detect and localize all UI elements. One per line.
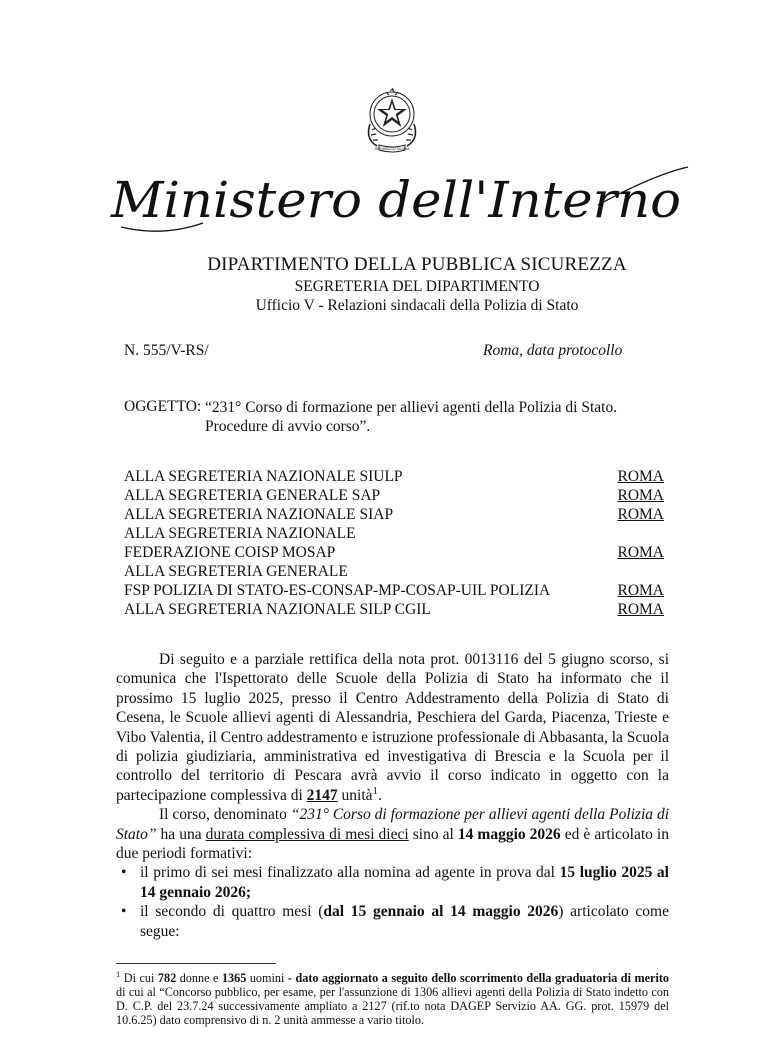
protocol-number: N. 555/V-RS/ xyxy=(124,342,209,359)
recipient-name: ALLA SEGRETERIA NAZIONALE xyxy=(124,525,356,542)
recipient-name: ALLA SEGRETERIA NAZIONALE SIULP xyxy=(124,468,403,485)
list-item xyxy=(116,902,669,941)
recipient-row xyxy=(124,486,664,505)
subject-label: OGGETTO: xyxy=(124,398,202,415)
recipients-list xyxy=(124,467,664,619)
course-end-date: 14 maggio 2026 xyxy=(457,825,561,843)
women-count: 782 xyxy=(157,971,177,985)
footnote xyxy=(116,968,670,1027)
p1-dot: . xyxy=(377,786,382,804)
list-item xyxy=(116,863,669,902)
recipient-name: ALLA SEGRETERIA GENERALE SAP xyxy=(124,487,381,504)
bullet-icon: • xyxy=(121,864,127,882)
body-paragraph-1 xyxy=(116,650,669,805)
course-name: “231° Corso di formazione per allievi agenti della Polizia di Stato” xyxy=(116,806,669,843)
recipient-row xyxy=(124,467,664,486)
fn-t1: Di cui xyxy=(120,971,158,985)
recipient-name: FEDERAZIONE COISP MOSAP xyxy=(124,544,336,561)
recipient-row xyxy=(124,543,664,562)
secretariat-heading: SEGRETERIA DEL DIPARTIMENTO xyxy=(294,278,540,295)
recipient-row xyxy=(124,505,664,524)
footnote-ref: 1 xyxy=(372,784,378,797)
update-note: - dato aggiornato a seguito dello scorrimento della graduatoria di merito xyxy=(287,971,670,985)
ministry-title-logotype xyxy=(103,165,693,245)
recipient-name: ALLA SEGRETERIA NAZIONALE SIAP xyxy=(124,506,394,523)
footnote-number: 1 xyxy=(116,968,121,979)
p2-mid2: sino al xyxy=(408,825,458,843)
recipient-city: ROMA xyxy=(617,506,664,523)
emblem-ribbon-text: REPUBBLICA ITALIANA xyxy=(374,147,410,151)
p2-end: ed è articolato in due periodi formativi: xyxy=(116,825,669,863)
recipient-city: ROMA xyxy=(617,468,664,485)
men-count: 1365 xyxy=(221,971,247,985)
bullet-icon: • xyxy=(121,903,127,921)
recipient-city: ROMA xyxy=(617,582,664,599)
training-periods-list xyxy=(116,863,669,941)
recipient-row xyxy=(124,524,664,543)
course-duration: durata complessiva di mesi dieci xyxy=(205,825,409,843)
bullet2-end: ) articolato come segue: xyxy=(140,903,669,940)
participants-total: 2147 xyxy=(306,786,338,804)
p2-mid: ha una xyxy=(156,825,206,843)
recipient-row xyxy=(124,581,664,600)
recipient-row xyxy=(124,562,664,581)
office-heading: Ufficio V - Relazioni sindacali della Polizia di Stato xyxy=(255,297,579,314)
p1-units: unità xyxy=(337,786,373,804)
body-paragraph-2 xyxy=(116,805,669,863)
republic-emblem-icon xyxy=(361,84,423,154)
subject-line-1: “231° Corso di formazione per allievi agenti della Polizia di Stato. xyxy=(205,399,618,416)
fn-t3: uomini xyxy=(246,971,288,985)
bullet1-text: il primo di sei mesi finalizzato alla nomina ad agente in prova dal xyxy=(140,864,560,882)
ministry-title-text: Ministero dell'Interno xyxy=(109,171,682,229)
bullet1-dates: 15 luglio 2025 al 14 gennaio 2026; xyxy=(140,864,669,901)
recipient-row xyxy=(124,600,664,619)
place-date: Roma, data protocollo xyxy=(483,342,623,359)
bullet2-dates: dal 15 gennaio al 14 maggio 2026 xyxy=(323,903,559,921)
p1-text: Di seguito e a parziale rettifica della nota prot. 0013116 del 5 giugno scorso, si comunica che l'Ispettorato delle Scuole della Polizia di Stato ha informato che il prossimo 15 luglio 2025, presso il Centro Addestramento della Polizia di Stato di Cesena, le Scuole allievi agenti di Alessandria, Peschiera del Garda, Piacenza, Trieste e Vibo Valentia, il Centro addestramento e istruzione professionale di Abbasanta, la Scuola di polizia giudiziaria, amministrativa ed investigativa di Brescia e la Scuola per il controllo del territorio di Pescara avrà avvio il corso indicato in oggetto con la partecipazione complessiva di xyxy=(116,651,669,804)
recipient-name: ALLA SEGRETERIA GENERALE xyxy=(124,563,348,580)
subject-line-2: Procedure di avvio corso”. xyxy=(205,418,371,435)
recipient-city: ROMA xyxy=(617,487,664,504)
subject-text xyxy=(205,398,665,436)
department-heading: DIPARTIMENTO DELLA PUBBLICA SICUREZZA xyxy=(207,254,627,275)
letter-body xyxy=(116,650,669,941)
fn-t2: donne e xyxy=(176,971,222,985)
bullet2-text: il secondo di quattro mesi ( xyxy=(140,903,324,921)
fn-t4: di cui al “Concorso pubblico, per esame, per l'assunzione di 1306 allievi agenti della Polizia di Stato indetto con D. C.P. del 23.7.24 successivamente ampliato a 2127 (rif.to nota DAGEP Servizio AA. GG. prot. 15979 del 10.6.25) dato comprensivo di n. 2 unità ammesse a vario titolo. xyxy=(116,985,669,1027)
footnote-divider xyxy=(116,963,276,964)
recipient-name: ALLA SEGRETERIA NAZIONALE SILP CGIL xyxy=(124,601,431,618)
recipient-city: ROMA xyxy=(617,544,664,561)
recipient-city: ROMA xyxy=(617,601,664,618)
recipient-name: FSP POLIZIA DI STATO-ES-CONSAP-MP-COSAP-UIL POLIZIA xyxy=(124,582,551,599)
p2-start: Il corso, denominato xyxy=(159,806,291,824)
